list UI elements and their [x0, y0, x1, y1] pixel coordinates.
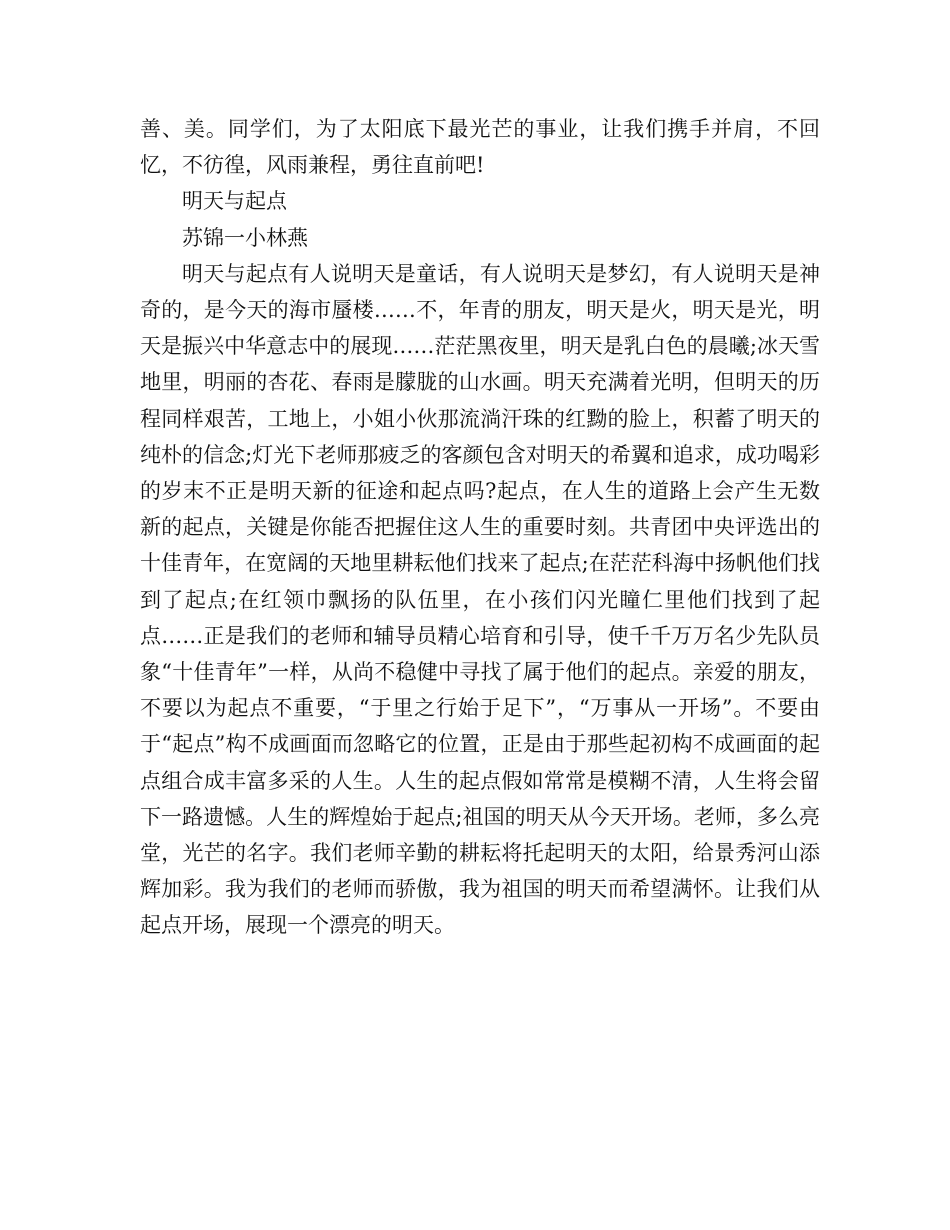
continuation-paragraph: 善、美。同学们，为了太阳底下最光芒的事业，让我们携手并肩，不回忆，不彷徨，风雨兼程，勇往直前吧!: [140, 117, 820, 178]
document-body: [140, 111, 820, 944]
article-title: 明天与起点: [182, 189, 287, 214]
article-author: 苏锦一小林燕: [182, 225, 308, 250]
article-body-paragraph: 明天与起点有人说明天是童话，有人说明天是梦幻，有人说明天是神奇的，是今天的海市蜃楼……不，年青的朋友，明天是火，明天是光，明天是振兴中华意志中的展现……茫茫黑夜里，明天是乳白色的晨曦;冰天雪地里，明丽的杏花、春雨是朦胧的山水画。明天充满着光明，但明天的历程同样艰苦，工地上，小姐小伙那流淌汗珠的红黝的脸上，积蓄了明天的纯朴的信念;灯光下老师那疲乏的客颜包含对明天的希翼和追求，成功喝彩的岁末不正是明天新的征途和起点吗?起点，在人生的道路上会产生无数新的起点，关键是你能否把握住这人生的重要时刻。共青团中央评选出的十佳青年，在宽阔的天地里耕耘他们找来了起点;在茫茫科海中扬帆他们找到了起点;在红领巾飘扬的队伍里，在小孩们闪光瞳仁里他们找到了起点……正是我们的老师和辅导员精心培育和引导，使千千万万名少先队员象“十佳青年”一样，从尚不稳健中寻找了属于他们的起点。亲爱的朋友，不要以为起点不重要，“于里之行始于足下”，“万事从一开场”。不要由于“起点”构不成画面而忽略它的位置，正是由于那些起初构不成画面的起点组合成丰富多采的人生。人生的起点假如常常是模糊不清，人生将会留下一路遗憾。人生的辉煌始于起点;祖国的明天从今天开场。老师，多么亮堂，光芒的名字。我们老师辛勤的耕耘将托起明天的太阳，给景秀河山添辉加彩。我为我们的老师而骄傲，我为祖国的明天而希望满怀。让我们从起点开场，展现一个漂亮的明天。: [140, 261, 820, 938]
